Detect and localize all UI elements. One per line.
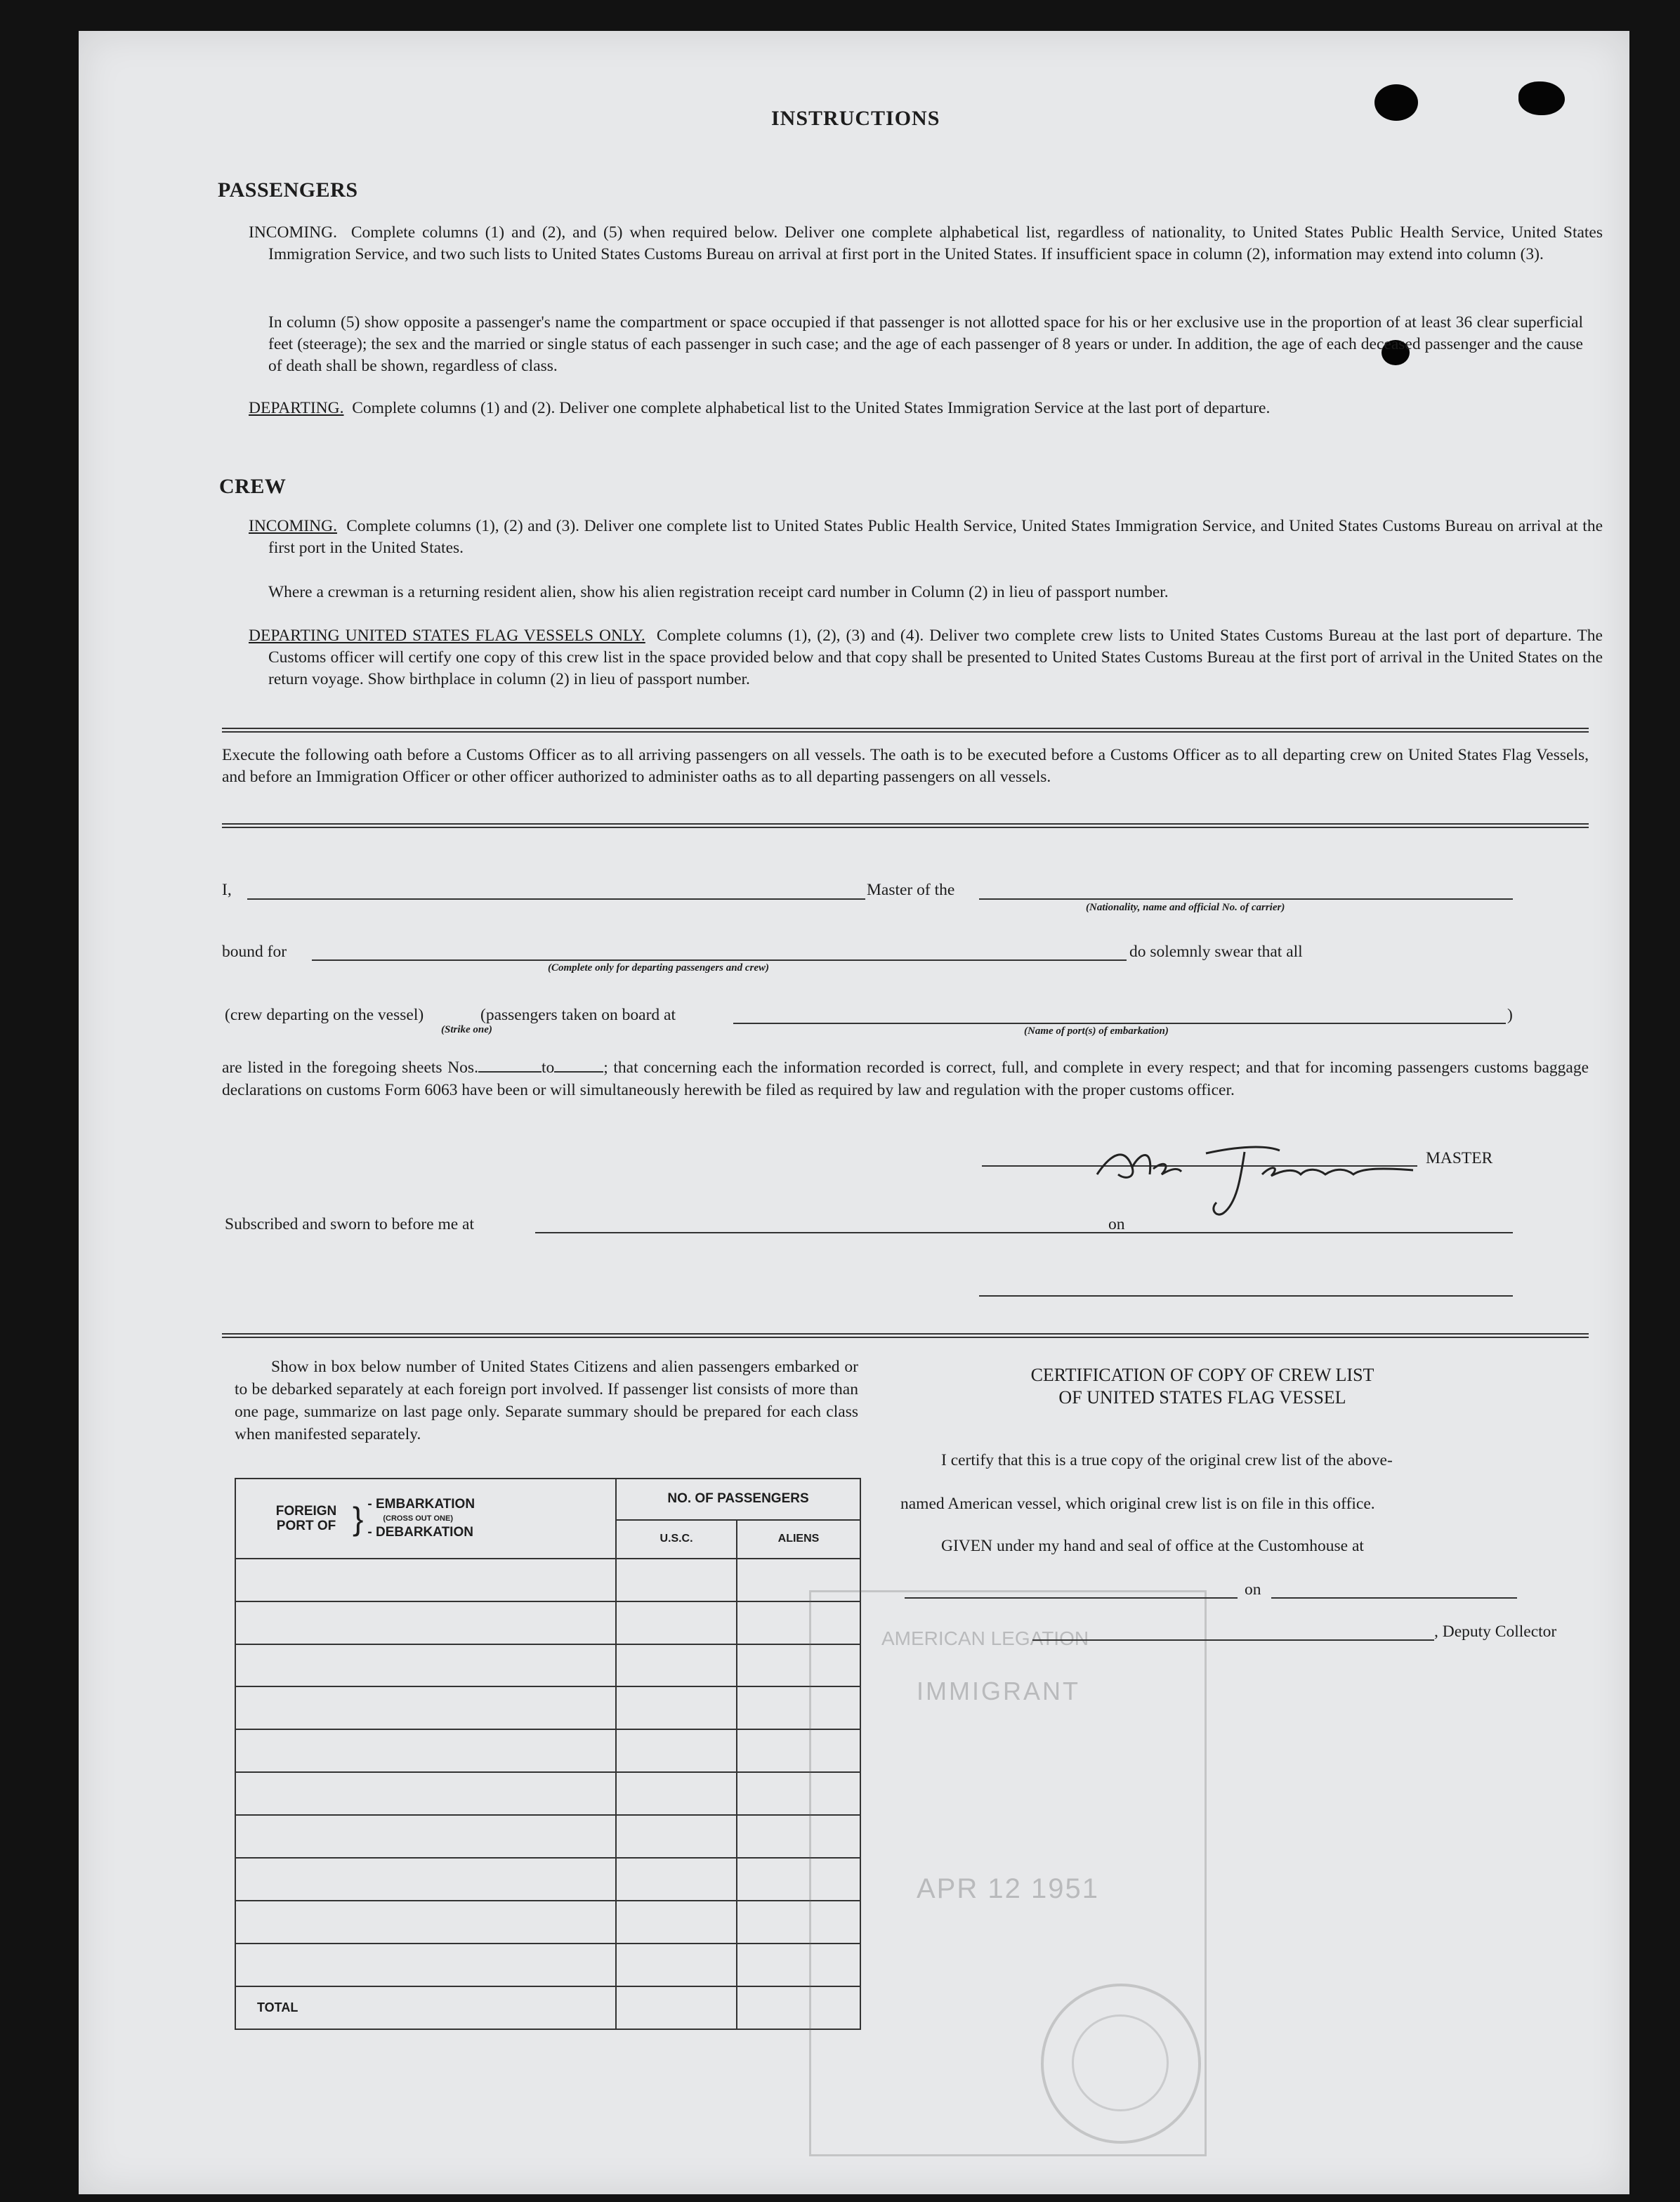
table-row: [235, 1858, 860, 1901]
usc-cell[interactable]: [616, 1729, 737, 1772]
port-cell[interactable]: [235, 1772, 616, 1815]
usc-cell[interactable]: [616, 1601, 737, 1644]
embarkation-ports-field[interactable]: [733, 1023, 1506, 1024]
table-row: [235, 1815, 860, 1858]
embarkation-label: - EMBARKATION: [367, 1496, 475, 1512]
table-row: [235, 1944, 860, 1986]
oath-instructions: [222, 745, 1589, 788]
port-cell[interactable]: [235, 1815, 616, 1858]
port-cell[interactable]: [235, 1601, 616, 1644]
port-cell[interactable]: [235, 1901, 616, 1944]
deputy-collector-label: , Deputy Collector: [1434, 1623, 1557, 1641]
passengers-incoming-text: Complete columns (1) and (2), and (5) when required below. Deliver one complete alphabetical list, regardless of nationality, to United States Public Health Service, United States Immigration Service, and two such lists to United States Customs Bureau on arrival at first port in the United States. If insufficient space in column (2), information may extend into column (3).: [268, 223, 1603, 263]
table-row: [235, 1772, 860, 1815]
total-row: [235, 1986, 860, 2029]
aliens-header: ALIENS: [737, 1520, 860, 1559]
swear-label: do solemnly swear that all: [1129, 943, 1303, 961]
seal-icon: [1041, 1984, 1201, 2144]
listed-to: to: [541, 1059, 555, 1077]
table-row: [235, 1901, 860, 1944]
usc-cell[interactable]: [616, 1858, 737, 1901]
sworn-on-label: on: [1108, 1215, 1125, 1233]
deputy-signature-field[interactable]: [1032, 1639, 1434, 1641]
debarkation-label: - DEBARKATION: [367, 1524, 473, 1540]
cross-out-label: (CROSS OUT ONE): [383, 1514, 453, 1523]
page-title: INSTRUCTIONS: [771, 107, 940, 130]
certify-line-2: named American vessel, which original crew list is on file in this office.: [900, 1495, 1375, 1513]
crew-incoming-text: Complete columns (1), (2) and (3). Deliver one complete list to United States Public Health Service, United States Immigration Service, and United States Customs Bureau on arrival at the first port in the United States.: [268, 517, 1603, 557]
cert-on-label: on: [1245, 1580, 1261, 1599]
divider: [222, 1333, 1589, 1338]
close-paren: ): [1507, 1006, 1513, 1024]
crew-resident-paragraph: [268, 582, 1583, 603]
passengers-taken-option: (passengers taken on board at: [480, 1006, 676, 1024]
passengers-heading: PASSENGERS: [218, 178, 358, 202]
carrier-caption: (Nationality, name and official No. of carrier): [1086, 902, 1285, 913]
total-label: TOTAL: [235, 1986, 616, 2029]
certification-heading-line2: OF UNITED STATES FLAG VESSEL: [1058, 1387, 1346, 1408]
certification-heading: [907, 1364, 1497, 1409]
summary-instructions: [235, 1356, 858, 1446]
usc-cell[interactable]: [616, 1815, 737, 1858]
crew-departing-text: Complete columns (1), (2), (3) and (4). Deliver two complete crew lists to United States Customs Bureau at the last port of departure. The Customs officer will certify one copy of this crew list in the space provided below and that copy shall be presented to United States Customs Bureau at the first port of arrival in the United States on the return voyage. Show birthplace in column (2) in lieu of passport number.: [268, 627, 1603, 688]
bound-for-label: bound for: [222, 943, 287, 961]
sworn-date-field[interactable]: [1136, 1232, 1513, 1233]
divider: [222, 823, 1589, 828]
bound-for-field[interactable]: [312, 959, 1127, 961]
no-passengers-header: NO. OF PASSENGERS: [616, 1479, 860, 1520]
total-usc-cell[interactable]: [616, 1986, 737, 2029]
passengers-departing-label: DEPARTING.: [249, 399, 344, 417]
port-cell[interactable]: [235, 1729, 616, 1772]
customhouse-field[interactable]: [905, 1597, 1238, 1599]
port-cell[interactable]: [235, 1559, 616, 1601]
oath-i-label: I,: [222, 881, 232, 899]
document-page: [79, 31, 1629, 2194]
passengers-incoming-paragraph: [249, 222, 1603, 266]
port-cell[interactable]: [235, 1858, 616, 1901]
table-row: [235, 1729, 860, 1772]
port-column-header: [235, 1479, 616, 1559]
foreign-port-label: FOREIGN PORT OF: [275, 1503, 337, 1533]
crew-departing-label: DEPARTING UNITED STATES FLAG VESSELS ONLY.: [249, 627, 645, 645]
ports-caption: (Name of port(s) of embarkation): [1024, 1025, 1169, 1037]
divider: [222, 728, 1589, 733]
passengers-departing-paragraph: [249, 398, 1603, 419]
usc-cell[interactable]: [616, 1772, 737, 1815]
brace-icon: }: [353, 1500, 364, 1537]
master-of-the-label: Master of the: [867, 881, 955, 899]
passenger-summary-table: [235, 1478, 861, 2030]
table-row: [235, 1601, 860, 1644]
usc-cell[interactable]: [616, 1944, 737, 1986]
certify-line-1: I certify that this is a true copy of the original crew list of the above-: [941, 1451, 1393, 1469]
bound-caption: (Complete only for departing passengers and crew): [548, 962, 769, 974]
sheet-from-field[interactable]: [478, 1057, 542, 1073]
table-row: [235, 1559, 860, 1601]
passengers-incoming-label: INCOMING.: [249, 223, 337, 242]
summary-instructions-text: Show in box below number of United States Citizens and alien passengers embarked or to be debarked separately at each foreign port involved. If passenger list consists of more than one page, summarize on last page only. Separate summary should be prepared for each class when manifested separately.: [235, 1358, 858, 1443]
stamp-line-2: IMMIGRANT: [917, 1677, 1080, 1705]
ink-blot: [1518, 81, 1565, 115]
carrier-field[interactable]: [979, 898, 1513, 900]
table-row: [235, 1686, 860, 1729]
officer-signature-field[interactable]: [979, 1295, 1513, 1297]
port-cell[interactable]: [235, 1644, 616, 1687]
sheet-to-field[interactable]: [554, 1057, 603, 1073]
oath-intro-text: Execute the following oath before a Customs Officer as to all arriving passengers on all vessels. The oath is to be executed before a Customs Officer as to all departing crew on United States Flag Vessels, and before an Immigration Officer or other officer authorized to administer oaths as to all departing passengers on all vessels.: [222, 746, 1589, 786]
passengers-column5-text: In column (5) show opposite a passenger's name the compartment or space occupied if that passenger is not allotted space for his or her exclusive use in the proportion of at least 36 clear superficial feet (steerage); the sex and the married or single status of each passenger in such case; and the age of each passenger of 8 years or under. In addition, the age of each deceased passenger and the cause of death shall be shown, regardless of class.: [268, 313, 1583, 375]
handwritten-signature: [1083, 1125, 1434, 1224]
stamp-line-1: AMERICAN LEGATION: [881, 1627, 1089, 1649]
stamp-date: APR 12 1951: [917, 1873, 1099, 1904]
certification-heading-line1: CERTIFICATION OF COPY OF CREW LIST: [1030, 1365, 1374, 1385]
subscribed-label: Subscribed and sworn to before me at: [225, 1215, 475, 1233]
usc-cell[interactable]: [616, 1644, 737, 1687]
listed-rest: ; that concerning each the information recorded is correct, full, and complete in every respect; and that for incoming passengers customs baggage declarations on customs Form 6063 have been or will simultaneously herewith be filed as required by law and regulation with the proper customs officer.: [222, 1059, 1589, 1099]
table-row: [235, 1644, 860, 1687]
sworn-location-field[interactable]: [535, 1232, 1180, 1233]
crew-incoming-label: INCOMING.: [249, 517, 337, 535]
cert-date-field[interactable]: [1271, 1597, 1517, 1599]
listed-paragraph: [222, 1056, 1589, 1101]
strike-one-caption: (Strike one): [441, 1024, 492, 1035]
usc-cell[interactable]: [616, 1901, 737, 1944]
passengers-departing-text: Complete columns (1) and (2). Deliver one complete alphabetical list to the United States Immigration Service at the last port of departure.: [352, 399, 1271, 417]
crew-incoming-paragraph: [249, 516, 1603, 559]
master-label: MASTER: [1426, 1149, 1493, 1167]
usc-cell[interactable]: [616, 1686, 737, 1729]
port-cell[interactable]: [235, 1944, 616, 1986]
usc-cell[interactable]: [616, 1559, 737, 1601]
passengers-column5-paragraph: [268, 312, 1583, 377]
ink-blot: [1374, 84, 1418, 121]
master-name-field[interactable]: [247, 898, 865, 900]
port-cell[interactable]: [235, 1686, 616, 1729]
crew-heading: CREW: [219, 475, 287, 498]
crew-departing-option: (crew departing on the vessel): [225, 1006, 424, 1024]
crew-departing-paragraph: [249, 625, 1603, 690]
crew-resident-text: Where a crewman is a returning resident alien, show his alien registration receipt card number in Column (2) in lieu of passport number.: [268, 583, 1169, 601]
listed-prefix: are listed in the foregoing sheets Nos.: [222, 1059, 478, 1077]
usc-header: U.S.C.: [616, 1520, 737, 1559]
given-text: GIVEN under my hand and seal of office at the Customhouse at: [941, 1537, 1364, 1555]
